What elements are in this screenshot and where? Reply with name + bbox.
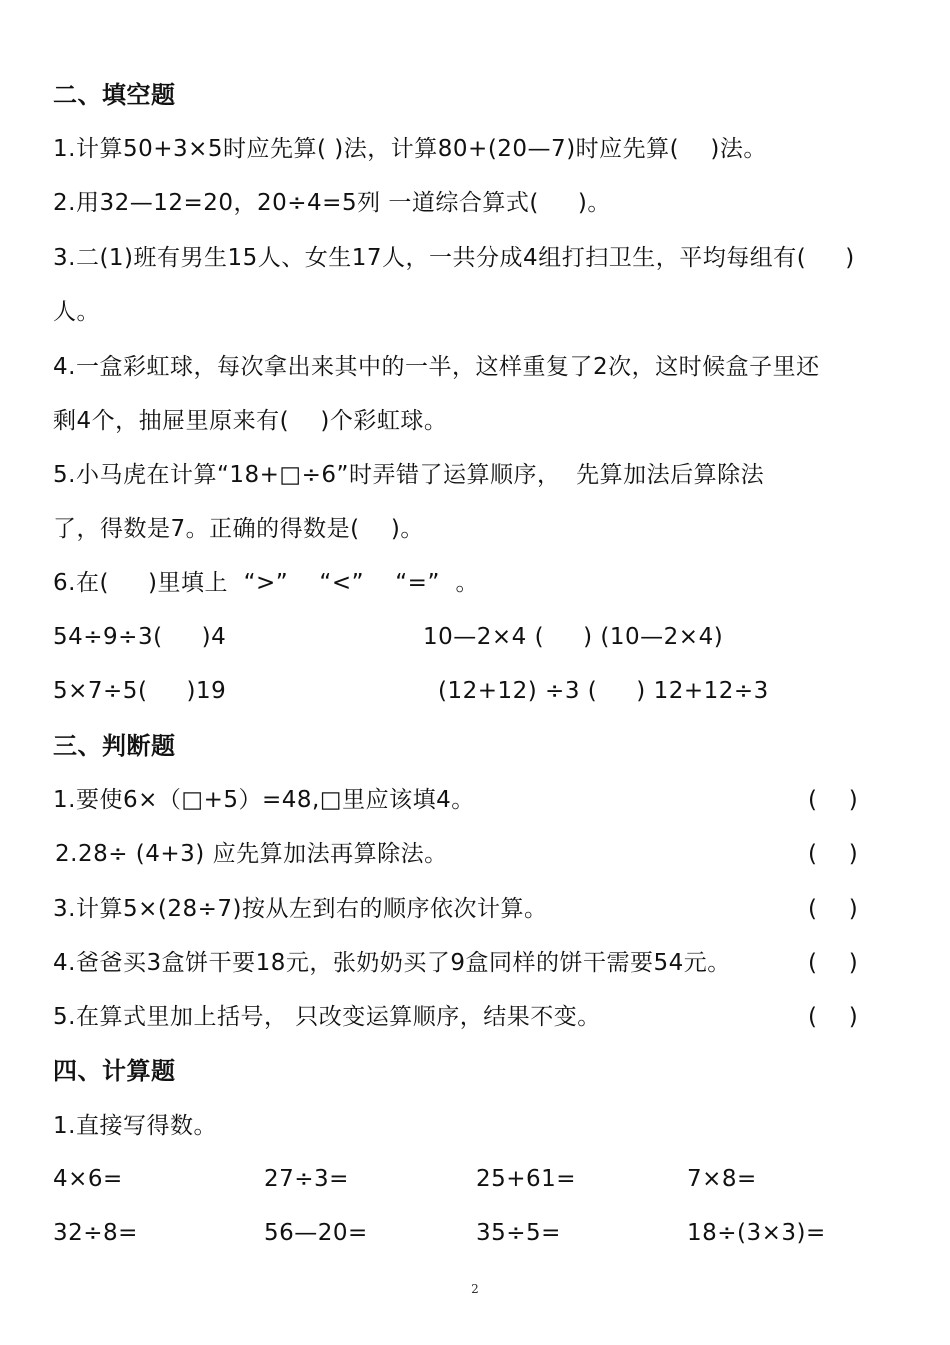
fill-question-1: 1.计算50+3×5时应先算( )法，计算80+(20—7)时应先算( )法。 [53,136,767,162]
fill-question-4-line-1: 4.一盒彩虹球，每次拿出来其中的一半，这样重复了2次，这时候盒子里还 [53,354,820,380]
judge-answer-paren-5: ( ) [808,1004,859,1030]
fill-question-6b: 10—2×4 ( ) (10—2×4) [423,624,724,650]
section-title-judge: 三、判断题 [53,732,176,760]
fill-question-3-line-1: 3.二(1)班有男生15人、女生17人，一共分成4组打扫卫生，平均每组有( ) [53,245,855,271]
judge-answer-paren-2: ( ) [808,841,859,867]
fill-question-6a: 54÷9÷3( )4 [53,624,227,650]
fill-question-6c: 5×7÷5( )19 [53,678,227,704]
fill-question-2: 2.用32—12=20，20÷4=5列 一道综合算式( )。 [53,190,611,216]
section-title-calc: 四、计算题 [53,1057,176,1085]
judge-question-1: 1.要使6×（□+5）=48,□里应该填4。 [53,787,475,813]
fill-question-5-line-2: 了，得数是7。正确的得数是( )。 [53,516,424,542]
fill-question-5-line-1: 5.小马虎在计算“18+□÷6”时弄错了运算顺序， 先算加法后算除法 [53,462,765,488]
fill-question-6d: (12+12) ÷3 ( ) 12+12÷3 [438,678,769,704]
fill-question-3-line-2: 人。 [53,299,100,325]
page-number: 2 [471,1282,479,1296]
calc-item: 27÷3= [264,1166,349,1192]
judge-question-4: 4.爸爸买3盒饼干要18元，张奶奶买了9盒同样的饼干需要54元。 [53,950,731,976]
section-title-fill: 二、填空题 [53,81,176,109]
calc-item: 18÷(3×3)= [687,1220,826,1246]
calc-item: 4×6= [53,1166,123,1192]
judge-answer-paren-3: ( ) [808,896,859,922]
judge-answer-paren-1: ( ) [808,787,859,813]
calc-item: 56—20= [264,1220,368,1246]
calc-item: 7×8= [687,1166,757,1192]
fill-question-4-line-2: 剩4个，抽屉里原来有( )个彩虹球。 [53,408,448,434]
fill-question-6: 6.在( )里填上 “>” “<” “=” 。 [53,570,479,596]
judge-answer-paren-4: ( ) [808,950,859,976]
calc-question-1-title: 1.直接写得数。 [53,1113,217,1139]
judge-question-5: 5.在算式里加上括号， 只改变运算顺序，结果不变。 [53,1004,601,1030]
calc-item: 35÷5= [476,1220,561,1246]
judge-question-3: 3.计算5×(28÷7)按从左到右的顺序依次计算。 [53,896,548,922]
calc-item: 25+61= [476,1166,577,1192]
calc-item: 32÷8= [53,1220,138,1246]
judge-question-2: 2.28÷ (4+3) 应先算加法再算除法。 [55,841,448,867]
